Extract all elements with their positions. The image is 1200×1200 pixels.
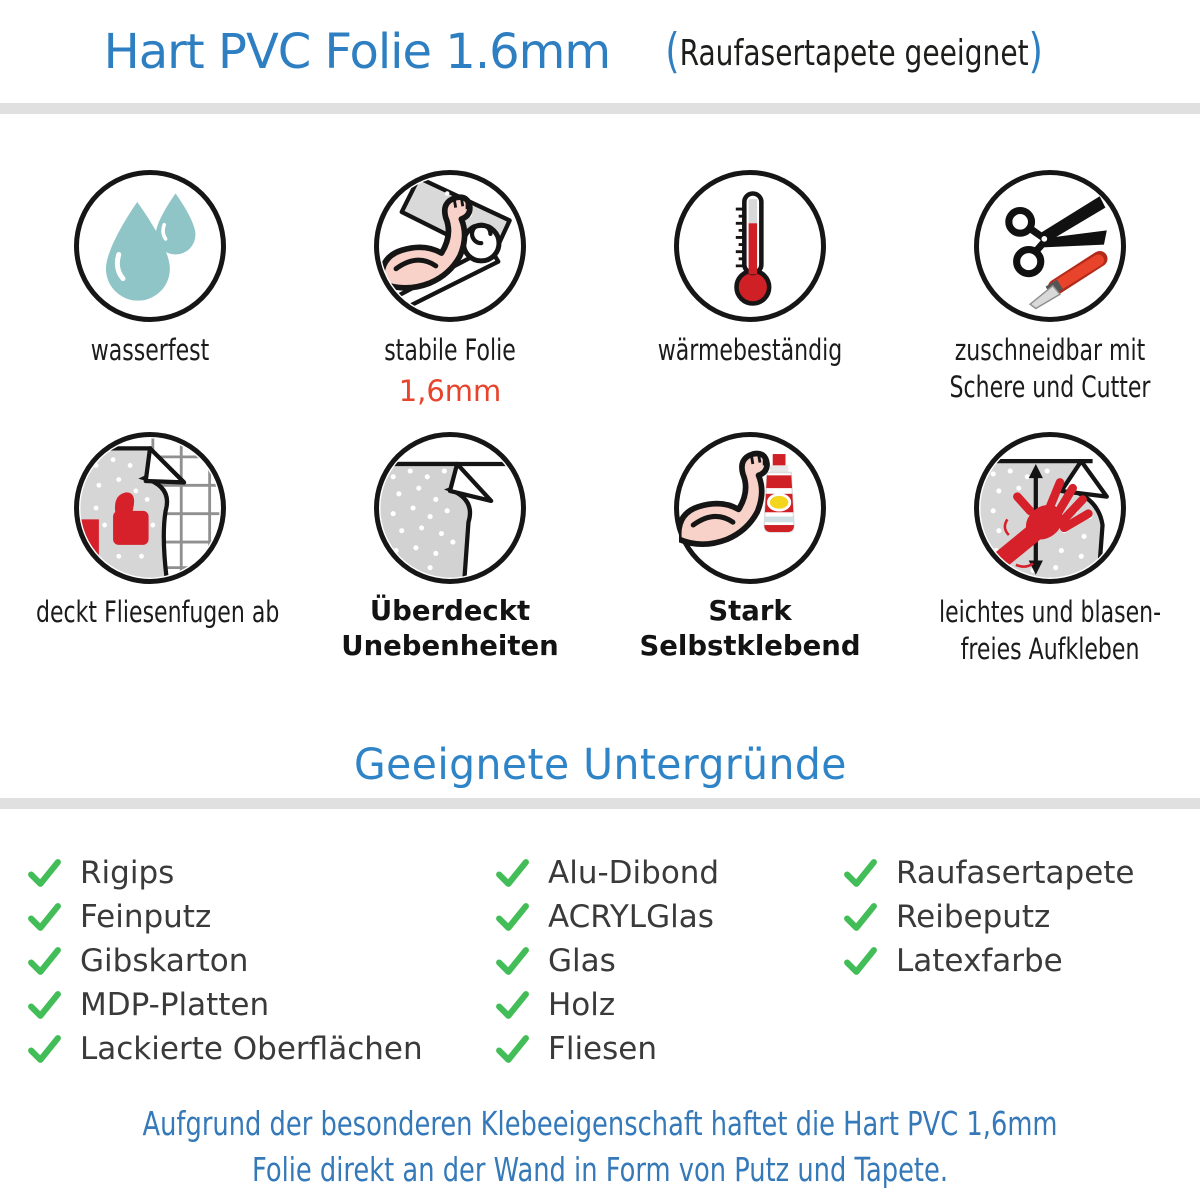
list-item: Alu-Dibond — [494, 851, 842, 895]
check-icon — [494, 987, 531, 1024]
feature-waermebestaendig — [600, 170, 900, 432]
feature-fliesenfugen — [0, 432, 300, 694]
surfaces-column-2 — [494, 851, 842, 1071]
check-icon — [26, 855, 63, 892]
list-item: MDP-Platten — [26, 983, 494, 1027]
list-item: Feinputz — [26, 895, 494, 939]
surfaces-column-3 — [842, 851, 1200, 1071]
check-icon — [26, 1031, 63, 1068]
feature-label: Stark Selbstklebend — [639, 595, 861, 662]
list-item: Raufasertapete — [842, 851, 1200, 895]
feature-row-1 — [0, 170, 1200, 432]
check-icon — [494, 1031, 531, 1068]
feature-label: leichtes und blasen- freies Aufkleben — [938, 595, 1162, 666]
check-icon — [494, 943, 531, 980]
feature-label: stabile Folie 1,6mm — [300, 332, 600, 409]
check-icon — [26, 943, 63, 980]
feature-label: zuschneidbar mit Schere und Cutter — [949, 333, 1151, 404]
check-icon — [842, 855, 879, 892]
feature-row-2 — [0, 432, 1200, 694]
feature-aufkleben — [900, 432, 1200, 694]
water-drops-icon — [74, 170, 226, 322]
feature-label: wärmebeständig — [657, 333, 843, 367]
list-item: Reibeputz — [842, 895, 1200, 939]
list-item: Rigips — [26, 851, 494, 895]
check-icon — [842, 943, 879, 980]
feature-label: deckt Fliesenfugen ab — [36, 595, 280, 629]
check-icon — [494, 899, 531, 936]
list-item: Latexfarbe — [842, 939, 1200, 983]
list-item: Holz — [494, 983, 842, 1027]
divider-bar-middle — [0, 798, 1200, 809]
feature-zuschneidbar — [900, 170, 1200, 432]
list-item: Lackierte Oberflächen — [26, 1027, 494, 1071]
check-icon — [494, 855, 531, 892]
feature-unebenheiten — [300, 432, 600, 694]
feature-grid — [0, 114, 1200, 694]
list-item: ACRYLGlas — [494, 895, 842, 939]
title-close-paren: ) — [1028, 24, 1044, 79]
feature-wasserfest — [0, 170, 300, 432]
feature-label: wasserfest — [90, 333, 210, 367]
list-item: Glas — [494, 939, 842, 983]
thumbs-up-tile-joints-icon — [74, 432, 226, 584]
feature-label: Überdeckt Unebenheiten — [341, 595, 559, 662]
thermometer-icon — [674, 170, 826, 322]
surfaces-heading: Geeignete Untergründe — [353, 740, 847, 790]
check-icon — [842, 899, 879, 936]
feature-stabile-folie — [300, 170, 600, 432]
dotted-foil-fold-icon — [374, 432, 526, 584]
strong-arm-foil-roll-icon — [374, 170, 526, 322]
scissors-and-cutter-icon — [974, 170, 1126, 322]
title-subtitle: Raufasertapete geeignet — [679, 33, 1029, 74]
surfaces-list — [0, 809, 1200, 1071]
check-icon — [26, 987, 63, 1024]
feature-selbstklebend — [600, 432, 900, 694]
surfaces-column-1 — [26, 851, 494, 1071]
list-item: Fliesen — [494, 1027, 842, 1071]
title-main: Hart PVC Folie 1.6mm — [103, 23, 611, 80]
divider-bar-top — [0, 103, 1200, 114]
title-open-paren: ( — [665, 24, 680, 79]
footer-note: Aufgrund der besonderen Klebeeigenschaft haftet die Hart PVC 1,6mm Folie direkt an der Wand in Form von Putz und Tapete. — [142, 1104, 1058, 1189]
check-icon — [26, 899, 63, 936]
list-item: Gibskarton — [26, 939, 494, 983]
page-title — [0, 0, 1200, 103]
thickness-value: 1,6mm — [398, 373, 502, 408]
hand-smoothing-foil-icon — [974, 432, 1126, 584]
muscle-glue-tube-icon — [674, 432, 826, 584]
